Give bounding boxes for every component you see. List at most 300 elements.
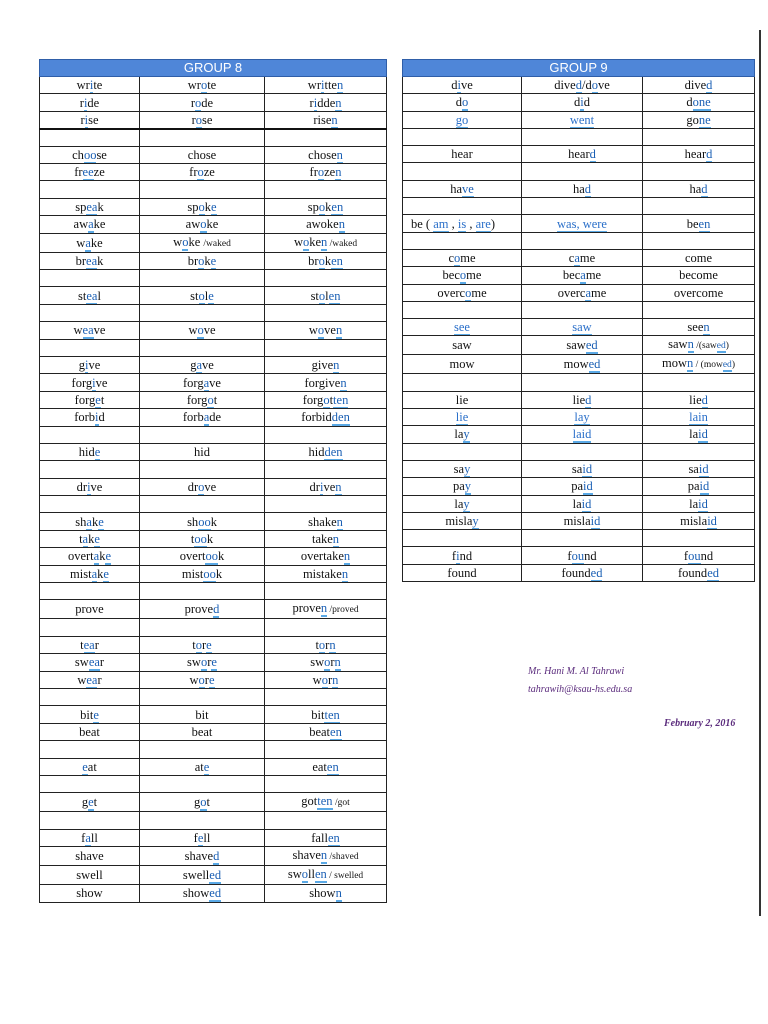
cell-past-participle xyxy=(265,339,387,356)
verb-segment: n xyxy=(343,549,351,564)
table-row xyxy=(403,512,755,529)
table-row xyxy=(40,600,387,619)
cell-past-simple xyxy=(140,478,265,495)
page-edge-rule xyxy=(759,30,761,916)
cell-base-form xyxy=(40,198,140,215)
cell-base-form xyxy=(403,495,522,512)
verb-segment: mist xyxy=(70,566,92,581)
verb-segment: was, were xyxy=(557,216,607,231)
verb-segment: ve xyxy=(202,358,214,373)
verb-segment: a xyxy=(574,251,580,266)
verb-segment: shave xyxy=(292,848,321,863)
cell-base-form xyxy=(403,512,522,529)
blank-row xyxy=(40,496,387,513)
verb-segment: shake xyxy=(308,514,337,529)
verb-segment: o xyxy=(317,323,325,338)
cell-past-simple xyxy=(140,689,265,706)
cell-past-participle xyxy=(643,478,755,495)
cell-past-simple xyxy=(140,775,265,792)
verb-segment: k xyxy=(88,532,95,547)
verb-segment: sa xyxy=(688,462,699,477)
verb-segment: r xyxy=(204,672,209,687)
verb-segment: en xyxy=(314,867,327,882)
blank-row xyxy=(40,689,387,706)
verb-segment: a xyxy=(93,549,100,564)
verb-segment: o xyxy=(200,217,207,232)
verb-segment: ve xyxy=(597,78,610,93)
verb-segment: en xyxy=(328,288,341,303)
cell-base-form xyxy=(40,181,140,198)
verb-segment: show xyxy=(182,886,210,901)
verb-segment: bec xyxy=(442,268,460,283)
verb-segment: dive xyxy=(684,78,707,93)
cell-past-simple xyxy=(522,180,643,197)
blank-row xyxy=(40,339,387,356)
cell-past-participle xyxy=(265,409,387,426)
table-row xyxy=(40,77,387,94)
verb-segment: dr xyxy=(76,479,88,494)
verb-segment: go xyxy=(455,112,469,127)
verb-segment: oo xyxy=(205,549,218,564)
blank-row xyxy=(40,304,387,321)
cell-past-participle xyxy=(265,829,387,846)
cell-past-participle xyxy=(643,512,755,529)
verb-segment: overcome xyxy=(673,285,724,300)
cell-past-participle xyxy=(265,548,387,565)
verb-segment: ve xyxy=(460,78,473,93)
verb-segment: ) xyxy=(725,341,729,352)
cell-past-simple xyxy=(522,94,643,111)
cell-base-form xyxy=(403,128,522,145)
verb-segment: pa xyxy=(571,479,584,494)
verb-segment: id xyxy=(699,479,710,494)
cell-base-form xyxy=(40,322,140,339)
verb-segment: a xyxy=(196,358,202,373)
verb-segment: o xyxy=(200,795,207,810)
cell-past-participle xyxy=(265,270,387,287)
verb-segment: i xyxy=(83,95,88,110)
cell-past-participle xyxy=(265,391,387,408)
verb-segment: forg xyxy=(74,392,96,407)
verb-segment: ea xyxy=(88,655,100,670)
verb-segment: go xyxy=(686,112,699,127)
verb-segment: i xyxy=(313,95,318,110)
cell-past-participle xyxy=(265,443,387,460)
verb-segment: o xyxy=(302,234,310,249)
verb-segment: g xyxy=(194,795,201,810)
verb-segment: id xyxy=(583,479,593,494)
cell-past-participle xyxy=(643,180,755,197)
verb-segment: give xyxy=(311,358,334,373)
verb-segment: la xyxy=(689,427,699,442)
table-row xyxy=(40,111,387,129)
verb-segment: c xyxy=(448,251,455,266)
table-row xyxy=(40,216,387,233)
verb-segment: i xyxy=(580,95,584,110)
cell-past-simple xyxy=(522,478,643,495)
verb-segment: n xyxy=(687,356,694,371)
cell-base-form xyxy=(40,478,140,495)
group-9-table xyxy=(402,59,755,582)
verb-segment: sp xyxy=(307,200,319,215)
cell-base-form xyxy=(403,530,522,547)
blank-row xyxy=(403,198,755,215)
verb-segment: st xyxy=(78,288,87,303)
verb-segment: r xyxy=(80,112,85,127)
cell-past-participle xyxy=(265,304,387,321)
verb-segment: n xyxy=(321,234,328,249)
verb-segment: n xyxy=(336,147,343,162)
cell-past-participle xyxy=(643,374,755,391)
verb-segment: tte xyxy=(324,78,337,93)
cell-base-form xyxy=(40,374,140,391)
cell-past-participle xyxy=(643,355,755,374)
verb-segment: br xyxy=(308,253,319,268)
cell-past-participle xyxy=(643,443,755,460)
verb-segment: mistake xyxy=(302,566,342,581)
blank-row xyxy=(403,443,755,460)
verb-segment: got xyxy=(301,794,318,809)
verb-segment: wr xyxy=(76,78,90,93)
verb-segment: fr xyxy=(189,165,198,180)
table-row xyxy=(40,146,387,163)
verb-segment: o xyxy=(197,323,204,338)
verb-segment: dde xyxy=(317,95,336,110)
verb-segment: d xyxy=(585,392,592,407)
cell-past-participle xyxy=(265,654,387,671)
blank-row xyxy=(40,270,387,287)
verb-segment: ea xyxy=(86,253,98,268)
verb-segment: sw xyxy=(310,655,325,670)
cell-base-form xyxy=(403,163,522,180)
cell-base-form xyxy=(40,443,140,460)
verb-segment: id xyxy=(590,513,601,528)
cell-past-simple xyxy=(140,565,265,582)
cell-past-simple xyxy=(522,336,643,355)
verb-segment: se xyxy=(88,112,99,127)
verb-segment: n xyxy=(320,848,328,863)
verb-segment: /got xyxy=(332,798,350,809)
verb-segment: misla xyxy=(680,513,708,528)
verb-segment: g xyxy=(81,795,89,810)
verb-segment: o xyxy=(197,165,204,180)
verb-segment: ed xyxy=(590,565,603,580)
cell-past-simple xyxy=(522,128,643,145)
verb-segment: swell xyxy=(76,868,103,883)
group-9-title: GROUP 9 xyxy=(403,60,755,77)
cell-past-participle xyxy=(265,461,387,478)
cell-past-simple xyxy=(140,252,265,269)
verb-segment: w xyxy=(173,234,183,249)
verb-segment: rise xyxy=(313,112,332,127)
verb-segment: w xyxy=(76,235,86,250)
verb-segment: i xyxy=(92,375,96,390)
verb-segment: n xyxy=(340,375,347,390)
verb-segment: l xyxy=(325,288,329,303)
verb-segment: oo xyxy=(203,566,216,581)
verb-segment: become xyxy=(679,268,718,283)
blank-row xyxy=(403,374,755,391)
verb-segment: r xyxy=(79,95,84,110)
verb-segment: i xyxy=(87,479,91,494)
verb-segment: n xyxy=(332,672,339,687)
table-row xyxy=(40,322,387,339)
cell-past-participle xyxy=(265,374,387,391)
cell-past-participle xyxy=(265,287,387,304)
verb-segment: i xyxy=(457,78,461,93)
verb-segment: e xyxy=(208,672,215,687)
verb-segment: a xyxy=(86,514,92,529)
verb-segment: beat xyxy=(79,724,100,739)
verb-segment: o xyxy=(323,392,330,407)
verb-segment: de xyxy=(209,410,222,425)
verb-segment: o xyxy=(318,200,326,215)
table-row xyxy=(40,723,387,740)
verb-segment: te xyxy=(207,78,217,93)
cell-past-simple xyxy=(140,391,265,408)
cell-base-form xyxy=(40,723,140,740)
verb-segment: g xyxy=(78,358,85,373)
cell-past-participle xyxy=(643,564,755,581)
cell-base-form xyxy=(40,146,140,163)
verb-segment: bit xyxy=(311,707,325,722)
cell-past-simple xyxy=(140,111,265,129)
verb-segment: k xyxy=(204,253,211,268)
verb-segment: n xyxy=(338,217,345,232)
verb-segment: ee xyxy=(82,165,94,180)
verb-segment: ke xyxy=(309,234,322,249)
verb-segment: e xyxy=(103,566,109,581)
verb-segment: o xyxy=(462,95,469,110)
verb-segment: overc xyxy=(557,285,586,300)
verb-segment: bit xyxy=(195,707,209,722)
verb-segment: / (mow xyxy=(693,360,723,371)
verb-segment: sp xyxy=(75,200,87,215)
verb-segment: sw xyxy=(74,655,89,670)
verb-segment: d xyxy=(706,78,713,93)
table-row xyxy=(40,513,387,530)
verb-segment: shave xyxy=(75,849,104,864)
table-row xyxy=(403,94,755,111)
verb-segment: oo xyxy=(194,532,207,547)
blank-row xyxy=(403,530,755,547)
verb-segment: t xyxy=(213,392,218,407)
verb-segment: /waked xyxy=(203,238,231,249)
verb-segment: prove xyxy=(184,602,214,617)
verb-segment: chose xyxy=(187,147,217,162)
verb-segment: nd xyxy=(459,548,473,563)
cell-past-participle xyxy=(643,409,755,426)
blank-row xyxy=(403,232,755,249)
cell-past-participle xyxy=(265,636,387,653)
cell-base-form xyxy=(403,460,522,477)
verb-segment: e xyxy=(206,638,212,653)
table-row xyxy=(403,77,755,94)
verb-segment: r xyxy=(309,95,314,110)
cell-base-form xyxy=(40,600,140,619)
blank-row xyxy=(40,741,387,758)
cell-past-simple xyxy=(140,513,265,530)
cell-base-form xyxy=(403,443,522,460)
verb-segment: lay xyxy=(574,410,590,425)
verb-segment: e xyxy=(82,759,88,774)
cell-base-form xyxy=(40,565,140,582)
verb-segment: o xyxy=(195,95,202,110)
verb-segment: de xyxy=(87,95,100,110)
verb-segment: sa xyxy=(453,462,465,477)
verb-segment: e xyxy=(94,532,100,547)
verb-segment: k xyxy=(99,549,106,564)
verb-segment: forg xyxy=(186,392,208,407)
verb-segment: dr xyxy=(187,479,199,494)
cell-past-simple xyxy=(522,198,643,215)
verb-segment: oo xyxy=(83,147,97,162)
verb-segment: ed xyxy=(209,868,222,883)
verb-segment: t xyxy=(206,795,210,810)
verb-segment: overt xyxy=(179,549,206,564)
verb-segment: o xyxy=(591,78,598,93)
verb-segment: mow xyxy=(662,356,688,371)
cell-base-form xyxy=(40,706,140,723)
verb-segment: r xyxy=(99,655,105,670)
cell-past-simple xyxy=(140,885,265,902)
cell-past-participle xyxy=(265,619,387,636)
verb-segment: forb xyxy=(74,410,96,425)
verb-segment: wr xyxy=(187,78,201,93)
verb-segment: g xyxy=(190,358,197,373)
verb-segment: swell xyxy=(182,868,210,883)
verb-segment: o xyxy=(324,655,331,670)
verb-segment: id xyxy=(582,462,593,477)
verb-segment: ea xyxy=(86,288,98,303)
cell-past-simple xyxy=(140,146,265,163)
verb-segment: a xyxy=(585,285,592,300)
verb-segment: forg xyxy=(302,392,324,407)
verb-segment: o xyxy=(207,392,214,407)
verb-segment: ke xyxy=(206,217,219,232)
verb-segment: e xyxy=(88,795,94,810)
verb-segment: nd xyxy=(700,548,714,563)
cell-past-simple xyxy=(140,94,265,111)
verb-segment: /waked xyxy=(327,238,358,249)
verb-segment: y xyxy=(472,513,479,528)
cell-past-simple xyxy=(140,671,265,688)
cell-past-simple xyxy=(522,163,643,180)
verb-segment: bec xyxy=(562,268,581,283)
verb-segment: at xyxy=(194,759,204,774)
cell-past-simple xyxy=(522,301,643,318)
verb-segment: /(saw xyxy=(693,341,717,352)
cell-past-participle xyxy=(643,391,755,408)
verb-segment: t xyxy=(329,392,334,407)
cell-past-simple xyxy=(140,758,265,775)
verb-segment: k xyxy=(215,566,223,581)
cell-past-participle xyxy=(265,530,387,547)
verb-segment: / swelled xyxy=(326,871,364,882)
verb-segment: ed xyxy=(707,565,719,580)
verb-segment: en xyxy=(698,216,711,231)
verb-segment: de xyxy=(201,95,214,110)
blank-row xyxy=(40,181,387,198)
verb-segment: y xyxy=(463,496,470,511)
table-row xyxy=(40,671,387,688)
cell-past-simple xyxy=(140,530,265,547)
verb-segment: o xyxy=(318,253,325,268)
cell-past-participle xyxy=(265,233,387,252)
verb-segment: i xyxy=(319,479,324,494)
cell-past-simple xyxy=(522,146,643,163)
cell-past-participle xyxy=(265,513,387,530)
cell-past-participle xyxy=(265,565,387,582)
cell-past-simple xyxy=(522,564,643,581)
verb-segment: f xyxy=(81,830,86,845)
cell-base-form xyxy=(40,426,140,443)
verb-segment: k xyxy=(97,566,104,581)
verb-segment: f xyxy=(567,548,572,563)
verb-segment: n xyxy=(333,358,340,373)
table-row xyxy=(40,198,387,215)
verb-segment: a xyxy=(580,268,586,283)
table-row xyxy=(40,706,387,723)
verb-segment: forgive xyxy=(304,375,341,390)
cell-base-form xyxy=(403,336,522,355)
verb-segment: t xyxy=(192,638,196,653)
cell-past-simple xyxy=(140,374,265,391)
verb-segment: d xyxy=(455,95,462,110)
cell-base-form xyxy=(403,478,522,495)
cell-base-form xyxy=(40,885,140,902)
cell-past-simple xyxy=(522,355,643,374)
verb-segment: i xyxy=(321,78,325,93)
verb-segment: /proved xyxy=(327,605,359,616)
cell-past-participle xyxy=(643,111,755,128)
table-row xyxy=(40,391,387,408)
verb-segment: ea xyxy=(86,672,98,687)
verb-segment: lie xyxy=(455,410,469,425)
verb-segment: o xyxy=(198,253,205,268)
verb-segment: n xyxy=(331,112,338,127)
cell-base-form xyxy=(403,284,522,301)
cell-base-form xyxy=(40,812,140,829)
cell-past-simple xyxy=(522,215,643,232)
cell-base-form xyxy=(403,426,522,443)
table-row xyxy=(403,564,755,581)
table-row xyxy=(403,355,755,374)
cell-base-form xyxy=(403,301,522,318)
cell-past-participle xyxy=(643,77,755,94)
verb-segment: sp xyxy=(187,200,199,215)
verb-segment: e xyxy=(211,655,217,670)
verb-segment: saw xyxy=(668,337,688,352)
table-row xyxy=(40,829,387,846)
group-8-title: GROUP 8 xyxy=(40,60,387,77)
cell-past-simple xyxy=(522,232,643,249)
verb-segment: aw xyxy=(185,217,201,232)
verb-segment: lie xyxy=(455,392,469,407)
verb-segment: ou xyxy=(571,548,585,563)
cell-past-simple xyxy=(522,267,643,284)
verb-segment: d xyxy=(213,602,220,617)
verb-segment: id xyxy=(707,513,717,528)
table-row xyxy=(40,443,387,460)
cell-base-form xyxy=(403,180,522,197)
verb-segment: n xyxy=(335,165,342,180)
cell-past-participle xyxy=(265,496,387,513)
cell-past-participle xyxy=(265,252,387,269)
verb-segment: show xyxy=(76,886,103,901)
cell-past-simple xyxy=(522,530,643,547)
verb-segment: a xyxy=(91,566,98,581)
